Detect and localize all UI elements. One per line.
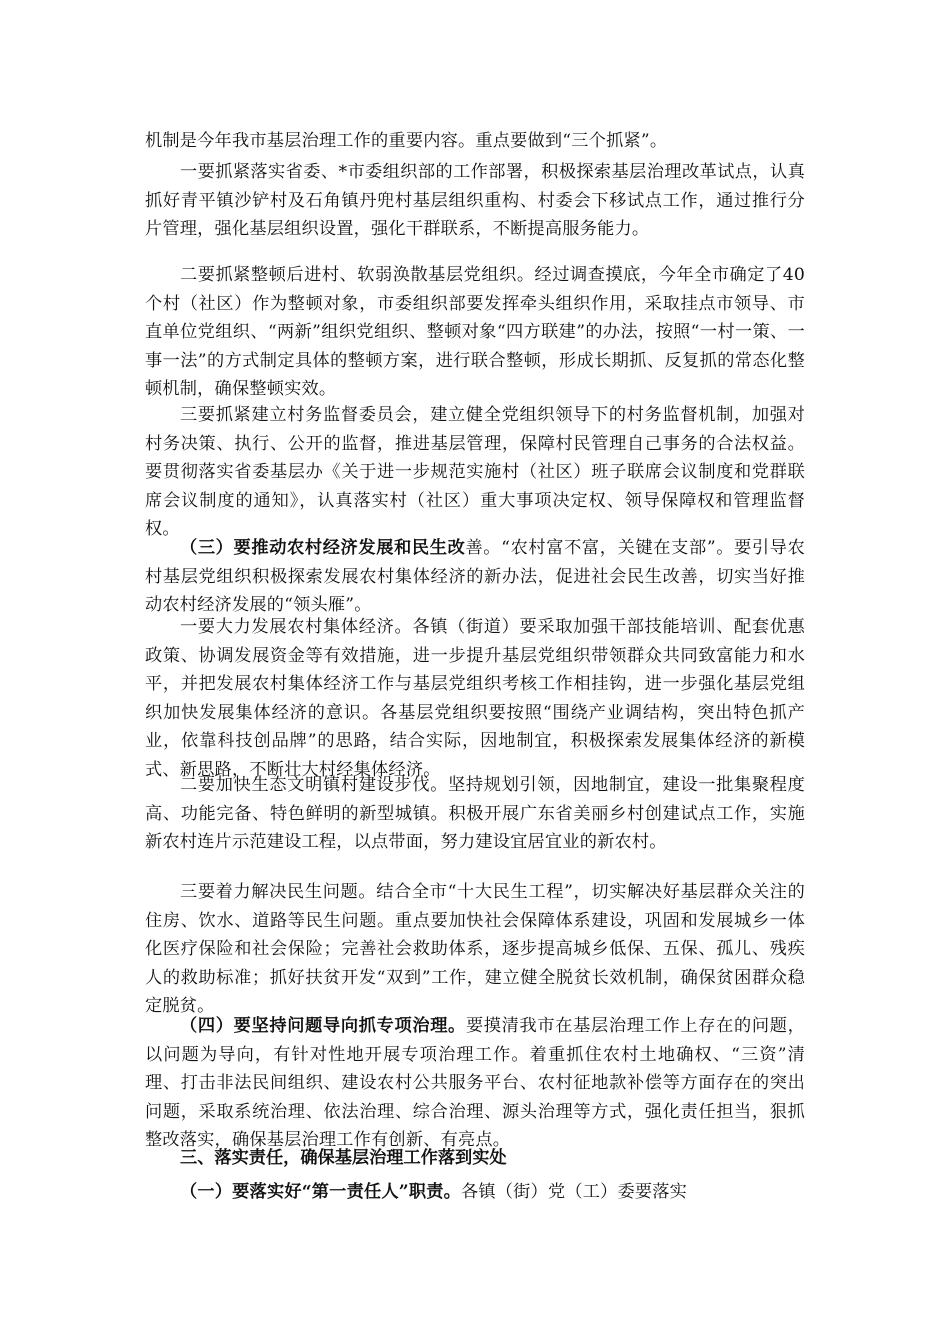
paragraph-livelihood: 三要着力解决民生问题。结合全市“十大民生工程”，切实解决好基层群众关注的住房、饮水、道路等民生问题。重点要加快社会保障体系建设，巩固和发展城乡一体化医疗保险和社会保险；完善社会救助体系，逐步提高城乡低保、五保、孤儿、残疾人的救助标准；抓好扶贫开发“双到”工作，建立健全脱贫长效机制，确保贫困群众稳定脱贫。 [145,882,805,1017]
paragraph-continuation: 机制是今年我市基层治理工作的重要内容。重点要做到“三个抓紧”。 [145,131,668,151]
paragraph-section-4: （四）要坚持问题导向抓专项治理。要摸清我市在基层治理工作上存在的问题，以问题为导向，有针对性地开展专项治理工作。着重抓住农村土地确权、“三资”清理、打击非法民间组织、建设农村公共服务平台、农村征地款补偿等方面存在的突出问题，采取系统治理、依法治理、综合治理、源头治理等方式，强化责任担当，狠抓整改落实，确保基层治理工作有创新、有亮点。 [145,1016,805,1151]
paragraph-collective-economy: 一要大力发展农村集体经济。各镇（街道）要采取加强干部技能培训、配套优惠政策、协调发展资金等有效措施，进一步提升基层党组织带领群众共同致富能力和水平，并把发展农村集体经济工作与基层党组织考核工作相挂钩，进一步强化基层党组织加快发展集体经济的意识。各基层党组织要按照“围绕产业调结构，突出特色抓产业，依靠科技创品牌”的思路，结合实际，因地制宜，积极探索发展集体经济的新模式、新思路，不断壮大村经集体经济。 [145,617,805,780]
section-heading-inline: （四）要坚持问题导向抓专项治理。 [180,1016,466,1036]
paragraph-point-1: 一要抓紧落实省委、*市委组织部的工作部署，积极探索基层治理改革试点，认真抓好青平镇沙铲村及石角镇丹兜村基层组织重构、村委会下移试点工作，通过推行分片管理，强化基层组织设置，强化干群联系，不断提高服务能力。 [145,162,805,240]
paragraph-ecological-villages: 二要加快生态文明镇村建设步伐。坚持规划引领，因地制宜，建设一批集聚程度高、功能完备、特色鲜明的新型城镇。积极开展广东省美丽乡村创建试点工作，实施新农村连片示范建设工程，以点带面，努力建设宜居宜业的新农村。 [145,775,805,853]
paragraph-point-3: 三要抓紧建立村务监督委员会，建立健全党组织领导下的村务监督机制，加强对村务决策、执行、公开的监督，推进基层管理，保障村民管理自己事务的合法权益。要贯彻落实省委基层办《关于进一步规范实施村（社区）班子联席会议制度和党群联席会议制度的通知》，认真落实村（社区）重大事项决定权、领导保障权和管理监督权。 [145,405,805,540]
chapter-heading: 三、落实责任，确保基层治理工作落到实处 [180,1148,507,1168]
section-heading-inline: （三）要推动农村经济发展和民生改 [180,538,466,558]
paragraph-first-responsible: （一）要落实好“第一责任人”职责。各镇（街）党（工）委要落实 [180,1182,688,1202]
paragraph-section-3: （三）要推动农村经济发展和民生改善。“农村富不富，关键在支部”。要引导农村基层党组织积极探索发展农村集体经济的新办法，促进社会民生改善，切实当好推动农村经济发展的“领头雁”。 [145,538,806,616]
section-heading-inline: （一）要落实好“第一责任人”职责。 [180,1182,461,1202]
paragraph-point-2: 二要抓紧整顿后进村、软弱涣散基层党组织。经过调查摸底，今年全市确定了40个村（社区）作为整顿对象，市委组织部要发挥牵头组织作用，采取挂点市领导、市直单位党组织、“两新”组织党组织、整顿对象“四方联建”的办法，按照“一村一策、一事一法”的方式制定具体的整顿方案，进行联合整顿，形成长期抓、反复抓的常态化整顿机制，确保整顿实效。 [145,265,805,400]
